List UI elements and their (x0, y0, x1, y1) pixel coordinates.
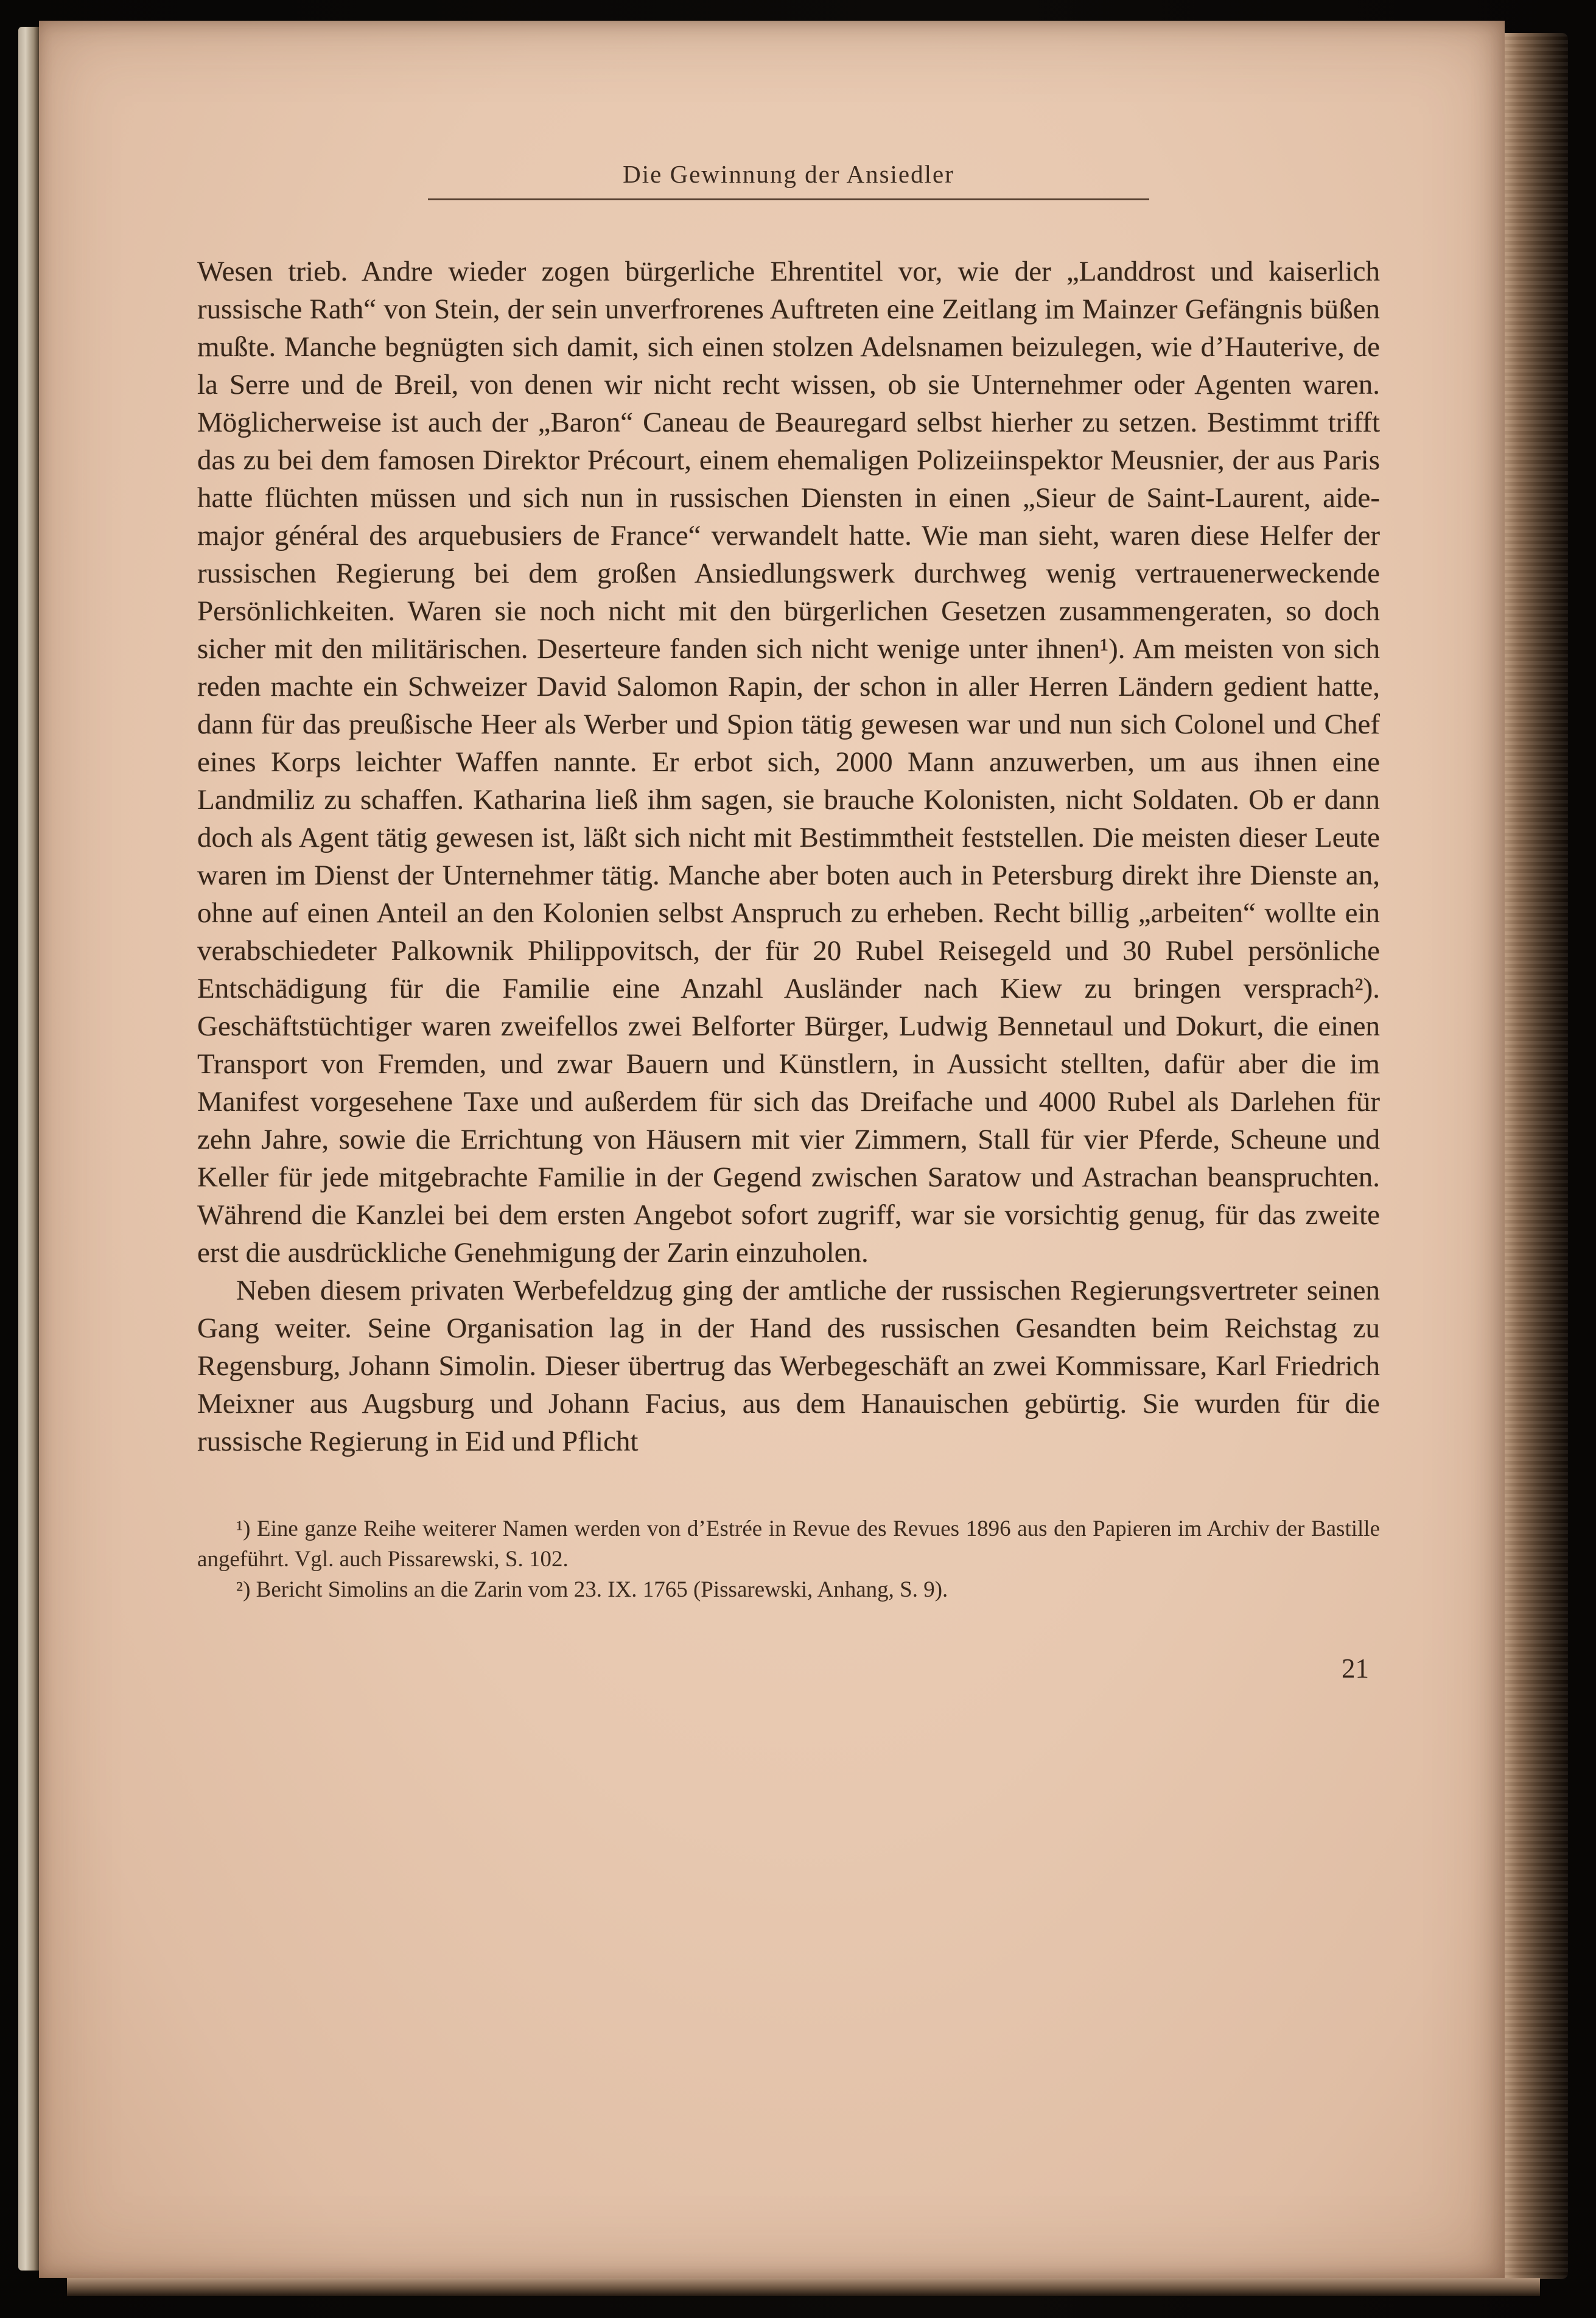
paragraph-1: Wesen trieb. Andre wieder zogen bürgerliche Ehrentitel vor, wie der „Landdrost und kaiserlich russische Rath“ von Stein, der sein unverfrorenes Auftreten eine Zeitlang im Mainzer Gefängnis büßen mußte. Manche begnügten sich damit, sich einen stolzen Adelsnamen beizulegen, wie d’Hauterive, de la Serre und de Breil, von denen wir nicht recht wissen, ob sie Unternehmer oder Agenten waren. Möglicherweise ist auch der „Baron“ Caneau de Beauregard selbst hierher zu setzen. Bestimmt trifft das zu bei dem famosen Direktor Précourt, einem ehemaligen Polizeiinspektor Meusnier, der aus Paris hatte flüchten müssen und sich nun in russischen Diensten in einen „Sieur de Saint-Laurent, aide-major général des arquebusiers de France“ verwandelt hatte. Wie man sieht, waren diese Helfer der russischen Regierung bei dem großen Ansiedlungswerk durchweg wenig vertrauenerweckende Persönlichkeiten. Waren sie noch nicht mit den bürgerlichen Gesetzen zusammengeraten, so doch sicher mit den militärischen. Deserteure fanden sich nicht wenige unter ihnen¹). Am meisten von sich reden machte ein Schweizer David Salomon Rapin, der schon in aller Herren Ländern gedient hatte, dann für das preußische Heer als Werber und Spion tätig gewesen war und nun sich Colonel und Chef eines Korps leichter Waffen nannte. Er erbot sich, 2000 Mann anzuwerben, um aus ihnen eine Landmiliz zu schaffen. Katharina ließ ihm sagen, sie brauche Kolonisten, nicht Soldaten. Ob er dann doch als Agent tätig gewesen ist, läßt sich nicht mit Bestimmtheit feststellen. Die meisten dieser Leute waren im Dienst der Unternehmer tätig. Manche aber boten auch in Petersburg direkt ihre Dienste an, ohne auf einen Anteil an den Kolonien selbst Anspruch zu erheben. Recht billig „arbeiten“ wollte ein verabschiedeter Palkownik Philippovitsch, der für 20 Rubel Reisegeld und 30 Rubel persönliche Entschädigung für die Familie eine Anzahl Ausländer nach Kiew zu bringen versprach²). Geschäftstüchtiger waren zweifellos zwei Belforter Bürger, Ludwig Bennetaul und Dokurt, die einen Transport von Fremden, und zwar Bauern und Künstlern, in Aussicht stellten, dafür aber die im Manifest vorgesehene Taxe und außerdem für sich das Dreifache und 4000 Rubel als Darlehen für zehn Jahre, sowie die Errichtung von Häusern mit vier Zimmern, Stall für vier Pferde, Scheune und Keller für jede mitgebrachte Familie in der Gegend zwischen Saratow und Astrachan beanspruchten. Während die Kanzlei bei dem ersten Angebot sofort zugriff, war sie vorsichtig genug, für das zweite erst die ausdrückliche Genehmigung der Zarin einzuholen. (197, 256, 1380, 1269)
body-text (197, 253, 1380, 1460)
header-rule (428, 198, 1149, 200)
book-binding-edge (18, 27, 39, 2271)
footnotes (197, 1514, 1380, 1605)
footnote-1: ¹) Eine ganze Reihe weiterer Namen werden von d’Estrée in Revue des Revues 1896 aus den Papieren im Archiv der Bastille angeführt. Vgl. auch Pissarewski, S. 102. (197, 1516, 1380, 1572)
footnote-2: ²) Bericht Simolins an die Zarin vom 23. IX. 1765 (Pissarewski, Anhang, S. 9). (236, 1577, 948, 1602)
page-number: 21 (1342, 1653, 1369, 1684)
book-fore-edge (1505, 33, 1568, 2279)
book-bottom-edge (67, 2278, 1540, 2296)
book-page (39, 21, 1505, 2278)
paragraph-2: Neben diesem privaten Werbefeldzug ging der amtliche der russischen Regierungsvertreter seinen Gang weiter. Seine Organisation lag in der Hand des russischen Gesandten beim Reichstag zu Regensburg, Johann Simolin. Dieser übertrug das Werbegeschäft an zwei Kommissare, Karl Friedrich Meixner aus Augsburg und Johann Facius, aus dem Hanauischen gebürtig. Sie wurden für die russische Regierung in Eid und Pflicht (197, 1275, 1380, 1457)
running-header (197, 159, 1380, 200)
page-header-title: Die Gewinnung der Ansiedler (623, 160, 954, 188)
